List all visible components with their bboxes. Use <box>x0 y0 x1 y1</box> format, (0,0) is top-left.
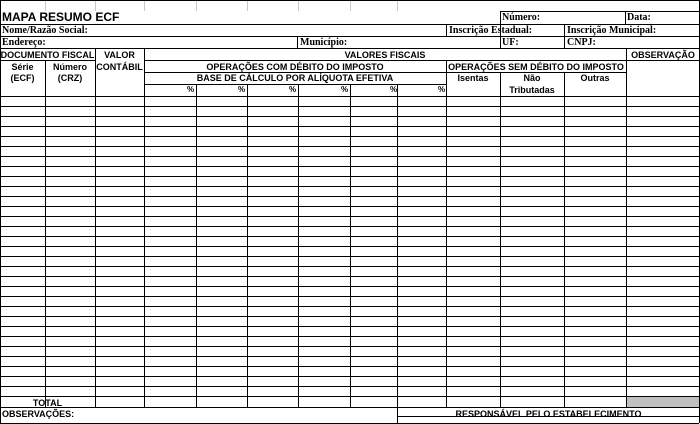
grid-line <box>500 72 501 407</box>
grid-line <box>626 48 627 407</box>
total-label: TOTAL <box>32 398 63 408</box>
base-calculo-header: BASE DE CÁLCULO POR ALÍQUOTA EFETIVA <box>196 73 394 83</box>
operacoes-sem-debito-header: OPERAÇÕES SEM DÉBITO DO IMPOSTO <box>448 62 624 72</box>
observacoes-label: OBSERVAÇÕES: <box>2 409 75 419</box>
percent-label: % <box>289 85 297 94</box>
grid-line <box>500 11 699 12</box>
grid-line <box>0 0 699 1</box>
grid-line <box>446 60 447 407</box>
grid-line <box>196 0 197 11</box>
inscricao-estadual-label: Inscrição Estadual: <box>449 25 533 36</box>
documento-fiscal-header: DOCUMENTO FISCAL <box>0 50 95 60</box>
grid-line <box>95 0 96 11</box>
grid-line <box>45 60 46 407</box>
valores-fiscais-header: VALORES FISCAIS <box>344 50 426 60</box>
grid-line <box>564 24 565 48</box>
form-title: MAPA RESUMO ECF <box>2 10 120 24</box>
municipio-label: Município: <box>300 37 348 48</box>
grid-line <box>625 11 626 24</box>
grid-line <box>144 0 145 11</box>
observacao-header: OBSERVAÇÃO <box>631 50 695 60</box>
grid-line <box>45 60 95 61</box>
data-label: Data: <box>627 12 651 23</box>
nao-tributadas-header-line2: Tributadas <box>509 85 555 95</box>
uf-label: UF: <box>502 37 519 48</box>
responsavel-label: RESPONSÁVEL PELO ESTABELECIMENTO <box>455 409 642 419</box>
isentas-header: Isentas <box>457 73 489 83</box>
grid-line <box>144 72 626 73</box>
cnpj-label: CNPJ: <box>567 37 596 48</box>
grid-line <box>144 60 700 61</box>
grid-line <box>397 84 398 407</box>
contabil-header: CONTÁBIL <box>96 62 143 72</box>
grid-line <box>0 60 45 61</box>
percent-label: % <box>390 85 398 94</box>
inscricao-municipal-label: Inscrição Municipal: <box>567 25 657 36</box>
grid-line <box>0 0 1 423</box>
grid-line <box>397 0 398 11</box>
grid-line <box>144 84 446 85</box>
grid-line <box>247 0 248 11</box>
grid-line <box>350 84 351 407</box>
grid-line <box>298 84 299 407</box>
percent-label: % <box>238 85 246 94</box>
crz-header: (CRZ) <box>57 73 83 83</box>
numero-label: Número: <box>502 12 541 23</box>
percent-label: % <box>438 85 446 94</box>
grid-line <box>564 72 565 407</box>
grid-line <box>247 84 248 407</box>
percent-label: % <box>341 85 349 94</box>
nome-razao-social-label: Nome/Razão Social: <box>2 25 88 36</box>
grid-line <box>397 407 398 423</box>
operacoes-com-debito-header: OPERAÇÕES COM DÉBITO DO IMPOSTO <box>206 62 384 72</box>
grid-line <box>350 0 351 11</box>
grid-line <box>95 48 96 407</box>
serie-header: Série <box>11 62 34 72</box>
grid-line <box>45 0 46 11</box>
grid-line <box>0 24 699 25</box>
grid-line <box>0 48 699 49</box>
grid-line <box>144 48 145 407</box>
outras-header: Outras <box>580 73 610 83</box>
grid-line <box>0 36 699 37</box>
grid-line <box>446 24 447 36</box>
numero-header: Número <box>52 62 87 72</box>
grid-line <box>196 84 197 407</box>
valor-header: VALOR <box>104 50 135 60</box>
grid-line <box>500 11 501 48</box>
percent-label: % <box>187 85 195 94</box>
ecf-header: (ECF) <box>10 73 35 83</box>
grid-line <box>298 0 299 11</box>
grid-line <box>0 407 700 408</box>
nao-tributadas-header-line1: Não <box>523 73 541 83</box>
grid-line <box>397 416 700 417</box>
grid-line <box>297 36 298 48</box>
endereco-label: Endereço: <box>2 37 46 48</box>
